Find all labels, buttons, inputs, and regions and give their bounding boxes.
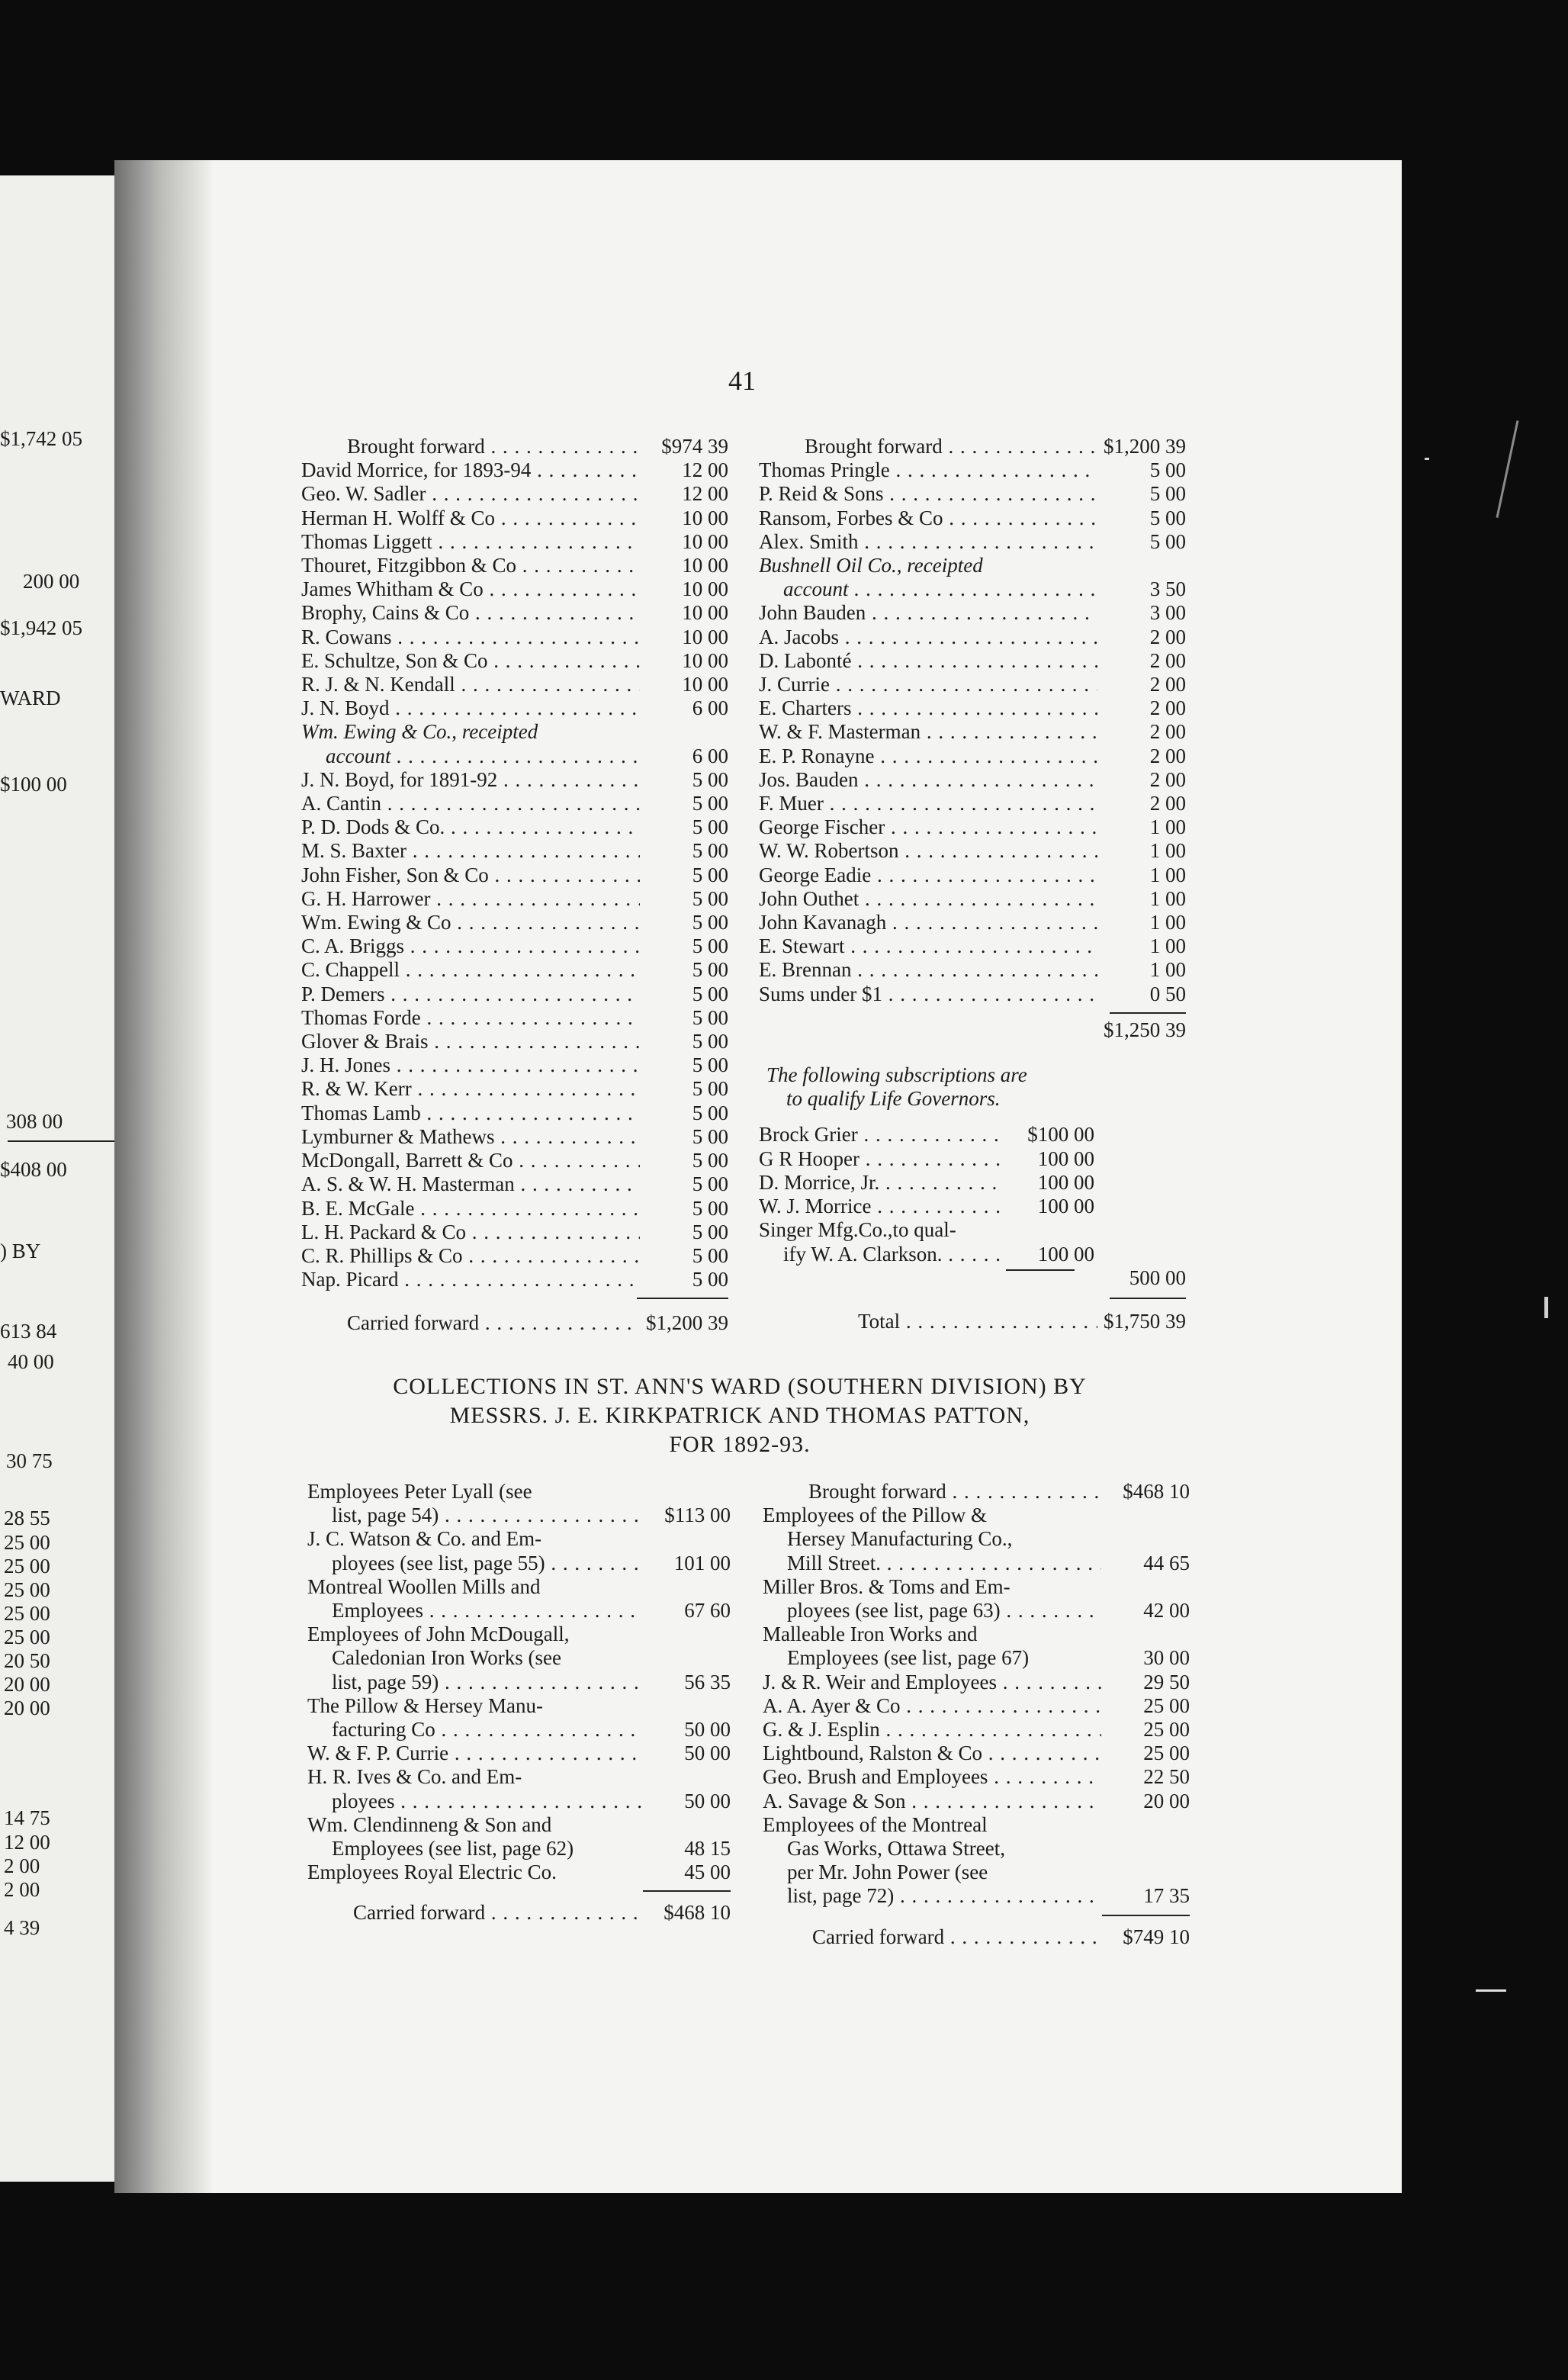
page-gutter-shadow — [114, 160, 214, 2193]
list-item: Lightbound, Ralston & Co . . . 25 00 — [763, 1742, 1190, 1765]
lower-left-column — [307, 1480, 731, 1925]
list-item-continuation: ployees (see list, page 63) . . . 42 00 — [763, 1599, 1190, 1623]
list-item: A. S. & W. H. Masterman . . . 5 00 — [301, 1172, 728, 1196]
list-item: J. N. Boyd, for 1891-92 . . . 5 00 — [301, 768, 728, 792]
scan-speck — [1544, 1297, 1548, 1318]
list-item-continuation: Employees . . . 67 60 — [307, 1599, 731, 1623]
brought-forward-row: Brought forward . . . $1,200 39 — [759, 435, 1186, 458]
list-item: Geo. Brush and Employees . . . 22 50 — [763, 1765, 1190, 1789]
governors-note: The following subscriptions are — [766, 1063, 1027, 1087]
list-item: Ransom, Forbes & Co . . . 5 00 — [759, 507, 1186, 530]
prev-page-fragment: 12 00 — [4, 1831, 50, 1854]
sum-rule — [1110, 1006, 1186, 1014]
list-item: C. A. Briggs . . . 5 00 — [301, 934, 728, 958]
prev-page-fragment: 28 55 — [4, 1507, 50, 1529]
list-item: W. W. Robertson . . . 1 00 — [759, 839, 1186, 863]
scan-speck — [1425, 458, 1429, 460]
list-item: James Whitham & Co . . . 10 00 — [301, 577, 728, 601]
list-item-continuation: list, page 54) . . . $113 00 — [307, 1504, 731, 1527]
list-item-continuation: Caledonian Iron Works (see — [332, 1646, 561, 1670]
governors-note: to qualify Life Governors. — [786, 1087, 1001, 1111]
list-item: Nap. Picard . . . 5 00 — [301, 1268, 728, 1291]
list-item-continuation: Hersey Manufacturing Co., — [787, 1527, 1013, 1551]
total-label: Total . . . — [858, 1310, 1097, 1333]
list-item: J. Currie . . . 2 00 — [759, 673, 1186, 696]
carried-forward-row: Carried forward . . . $749 10 — [763, 1925, 1190, 1949]
page-number: 41 — [728, 365, 756, 396]
prev-page-fragment: 25 00 — [4, 1555, 50, 1578]
list-item: Employees of John McDougall, — [307, 1623, 570, 1646]
list-item: The Pillow & Hersey Manu- — [307, 1693, 543, 1717]
prev-page-fragment: 25 00 — [4, 1578, 50, 1601]
list-item: H. R. Ives & Co. and Em- — [307, 1765, 522, 1789]
list-item: J. N. Boyd . . . 6 00 — [301, 696, 728, 720]
list-item-continuation: Mill Street. . . . 44 65 — [763, 1552, 1190, 1575]
prev-page-rule — [8, 1140, 114, 1142]
prev-page-fragment: 308 00 — [6, 1110, 63, 1133]
list-item: E. Charters . . . 2 00 — [759, 696, 1186, 720]
carried-forward-label: Carried forward . . . — [347, 1311, 640, 1335]
list-item: McDongall, Barrett & Co . . . 5 00 — [301, 1149, 728, 1172]
prev-page-fragment: 20 00 — [4, 1673, 50, 1696]
list-item: Lymburner & Mathews . . . 5 00 — [301, 1125, 728, 1149]
list-item-continuation: per Mr. John Power (see — [787, 1861, 988, 1884]
list-item: Employees of the Montreal — [763, 1812, 988, 1836]
list-item: George Eadie . . . 1 00 — [759, 864, 1186, 887]
prev-page-fragment: $100 00 — [0, 773, 67, 796]
list-item: P. D. Dods & Co. . . . 5 00 — [301, 815, 728, 839]
prev-page-fragment: $1,942 05 — [0, 616, 82, 639]
sum-rule — [1006, 1269, 1075, 1271]
list-item: Bushnell Oil Co., receipted — [759, 554, 983, 577]
list-item: J. C. Watson & Co. and Em- — [307, 1527, 542, 1551]
brought-forward-label: Brought forward . . . — [347, 435, 640, 458]
carried-forward-row — [301, 1311, 728, 1335]
carried-forward-amount: $1,200 39 — [646, 1311, 728, 1335]
subtotal-amount: $1,250 39 — [1104, 1018, 1186, 1041]
prev-page-fragment: 4 39 — [4, 1916, 40, 1939]
prev-page-fragment: 30 75 — [6, 1449, 53, 1472]
list-item: Thomas Lamb . . . 5 00 — [301, 1102, 728, 1125]
list-item: P. Demers . . . 5 00 — [301, 983, 728, 1006]
list-item: P. Reid & Sons . . . 5 00 — [759, 482, 1186, 506]
list-item: Malleable Iron Works and — [763, 1623, 978, 1646]
prev-page-fragment: $408 00 — [0, 1158, 67, 1181]
list-item: Thouret, Fitzgibbon & Co . . . 10 00 — [301, 554, 728, 577]
list-item: John Fisher, Son & Co . . . 5 00 — [301, 864, 728, 887]
list-item: A. Cantin . . . 5 00 — [301, 792, 728, 815]
list-item-continuation: account . . . 6 00 — [301, 745, 728, 768]
list-item: John Kavanagh . . . 1 00 — [759, 911, 1186, 934]
prev-page-fragment: 14 75 — [4, 1806, 50, 1829]
list-item: G. & J. Esplin . . . 25 00 — [763, 1718, 1190, 1742]
section-heading: COLLECTIONS IN ST. ANN'S WARD (SOUTHERN DIVISION) BY — [393, 1374, 1087, 1399]
list-item: B. E. McGale . . . 5 00 — [301, 1197, 728, 1221]
prev-page-fragment: 40 00 — [8, 1350, 54, 1373]
governors-total: 500 00 — [1129, 1266, 1186, 1289]
sum-rule — [1110, 1290, 1186, 1299]
list-item-continuation: account . . . 3 50 — [759, 577, 1186, 601]
prev-page-fragment: WARD — [0, 687, 61, 709]
list-item: G. H. Harrower . . . 5 00 — [301, 887, 728, 911]
list-item: Wm. Ewing & Co., receipted — [301, 720, 538, 744]
list-item: Montreal Woollen Mills and — [307, 1574, 541, 1598]
list-item-continuation: Employees (see list, page 67) 30 00 — [787, 1646, 1190, 1670]
list-item: A. A. Ayer & Co . . . 25 00 — [763, 1694, 1190, 1718]
list-item: C. R. Phillips & Co . . . 5 00 — [301, 1244, 728, 1268]
list-item: W. J. Morrice . . . 100 00 — [759, 1195, 1094, 1218]
brought-forward-amount: $974 39 — [661, 435, 728, 458]
lower-right-column — [763, 1480, 1190, 1949]
prev-page-fragment: 20 50 — [4, 1649, 50, 1672]
upper-right-column — [759, 435, 1186, 1333]
list-item: L. H. Packard & Co . . . 5 00 — [301, 1221, 728, 1244]
total-row — [759, 1310, 1186, 1333]
prev-page-fragment: 20 00 — [4, 1697, 50, 1719]
list-item: C. Chappell . . . 5 00 — [301, 958, 728, 982]
prev-page-fragment: 200 00 — [23, 570, 80, 593]
list-item: John Outhet . . . 1 00 — [759, 887, 1186, 911]
carried-forward-row: Carried forward . . . $468 10 — [307, 1901, 731, 1925]
list-item: Alex. Smith . . . 5 00 — [759, 530, 1186, 554]
list-item: Geo. W. Sadler . . . 12 00 — [301, 482, 728, 506]
list-item: Thomas Liggett . . . 10 00 — [301, 530, 728, 554]
list-item: J. H. Jones . . . 5 00 — [301, 1053, 728, 1077]
list-item: R. J. & N. Kendall . . . 10 00 — [301, 673, 728, 696]
prev-page-fragment: $1,742 05 — [0, 427, 82, 450]
list-item: A. Jacobs . . . 2 00 — [759, 626, 1186, 649]
scan-speck — [1496, 420, 1519, 518]
prev-page-fragment: 2 00 — [4, 1878, 40, 1901]
list-item: G R Hooper . . . 100 00 — [759, 1147, 1094, 1171]
list-item: Wm. Ewing & Co . . . 5 00 — [301, 911, 728, 934]
list-item: Miller Bros. & Toms and Em- — [763, 1574, 1011, 1598]
list-item: E. Stewart . . . 1 00 — [759, 934, 1186, 958]
brought-forward-row — [301, 435, 728, 458]
prev-page-fragment: 25 00 — [4, 1602, 50, 1625]
list-item: Employees Peter Lyall (see — [307, 1480, 532, 1503]
sum-rule — [643, 1884, 731, 1892]
list-item: Herman H. Wolff & Co . . . 10 00 — [301, 507, 728, 530]
list-item: W. & F. Masterman . . . 2 00 — [759, 720, 1186, 744]
list-item: John Bauden . . . 3 00 — [759, 601, 1186, 625]
list-item-continuation: ployees . . . 50 00 — [307, 1790, 731, 1813]
list-item: Thomas Forde . . . 5 00 — [301, 1006, 728, 1030]
upper-left-column — [301, 435, 728, 1336]
total-amount: $1,750 39 — [1104, 1309, 1186, 1333]
list-item-continuation: Gas Works, Ottawa Street, — [787, 1837, 1006, 1861]
subtotal-row — [759, 1018, 1186, 1042]
list-item: Brock Grier . . . $100 00 — [759, 1123, 1094, 1147]
governors-total-row — [759, 1266, 1186, 1290]
list-item: Glover & Brais . . . 5 00 — [301, 1030, 728, 1053]
list-item: R. Cowans . . . 10 00 — [301, 626, 728, 649]
list-item-continuation: ployees (see list, page 55) . . . 101 00 — [307, 1552, 731, 1575]
list-item: A. Savage & Son . . . 20 00 — [763, 1790, 1190, 1813]
prev-page-fragment: 613 84 — [0, 1320, 57, 1343]
list-item: Employees of the Pillow & — [763, 1504, 987, 1527]
list-item: J. & R. Weir and Employees . . . 29 50 — [763, 1671, 1190, 1694]
list-item: D. Labonté . . . 2 00 — [759, 649, 1186, 673]
list-item-continuation: list, page 72) . . . 17 35 — [763, 1884, 1190, 1908]
list-item: M. S. Baxter . . . 5 00 — [301, 839, 728, 863]
sum-rule — [1102, 1909, 1190, 1916]
list-item: Wm. Clendinneng & Son and — [307, 1812, 552, 1836]
list-item: D. Morrice, Jr. . . . 100 00 — [759, 1171, 1094, 1195]
list-item: E. Schultze, Son & Co . . . 10 00 — [301, 649, 728, 673]
sum-rule — [637, 1291, 728, 1299]
list-item-continuation: Employees (see list, page 62) 48 15 — [332, 1837, 731, 1861]
prev-page-fragment: 25 00 — [4, 1531, 50, 1554]
list-item: Brophy, Cains & Co . . . 10 00 — [301, 601, 728, 625]
list-item: E. Brennan . . . 1 00 — [759, 958, 1186, 982]
list-item: Jos. Bauden . . . 2 00 — [759, 768, 1186, 792]
section-heading: FOR 1892-93. — [669, 1432, 811, 1457]
list-item: R. & W. Kerr . . . 5 00 — [301, 1077, 728, 1101]
scan-speck — [1476, 1989, 1506, 1992]
section-heading: MESSRS. J. E. KIRKPATRICK AND THOMAS PATTON, — [449, 1403, 1030, 1428]
list-item: Thomas Pringle . . . 5 00 — [759, 458, 1186, 482]
list-item: E. P. Ronayne . . . 2 00 — [759, 745, 1186, 768]
list-item: Sums under $1 . . . 0 50 — [759, 983, 1186, 1006]
list-item: Employees Royal Electric Co. 45 00 — [307, 1861, 731, 1884]
list-item: George Fischer . . . 1 00 — [759, 815, 1186, 839]
list-item: Singer Mfg.Co.,to qual- — [759, 1218, 956, 1242]
brought-forward-row: Brought forward . . . $468 10 — [763, 1480, 1190, 1504]
prev-page-fragment: 25 00 — [4, 1626, 50, 1648]
prev-page-fragment: 2 00 — [4, 1854, 40, 1877]
list-item: David Morrice, for 1893-94 . . . 12 00 — [301, 458, 728, 482]
prev-page-fragment: ) BY — [0, 1240, 41, 1262]
previous-page-strip — [0, 175, 114, 2182]
list-item: F. Muer . . . 2 00 — [759, 792, 1186, 815]
list-item-continuation: list, page 59) . . . 56 35 — [307, 1671, 731, 1694]
list-item: W. & F. P. Currie . . . 50 00 — [307, 1742, 731, 1765]
list-item-continuation: ify W. A. Clarkson. . . . 100 00 — [759, 1243, 1094, 1266]
list-item-continuation: facturing Co . . . 50 00 — [307, 1718, 731, 1742]
